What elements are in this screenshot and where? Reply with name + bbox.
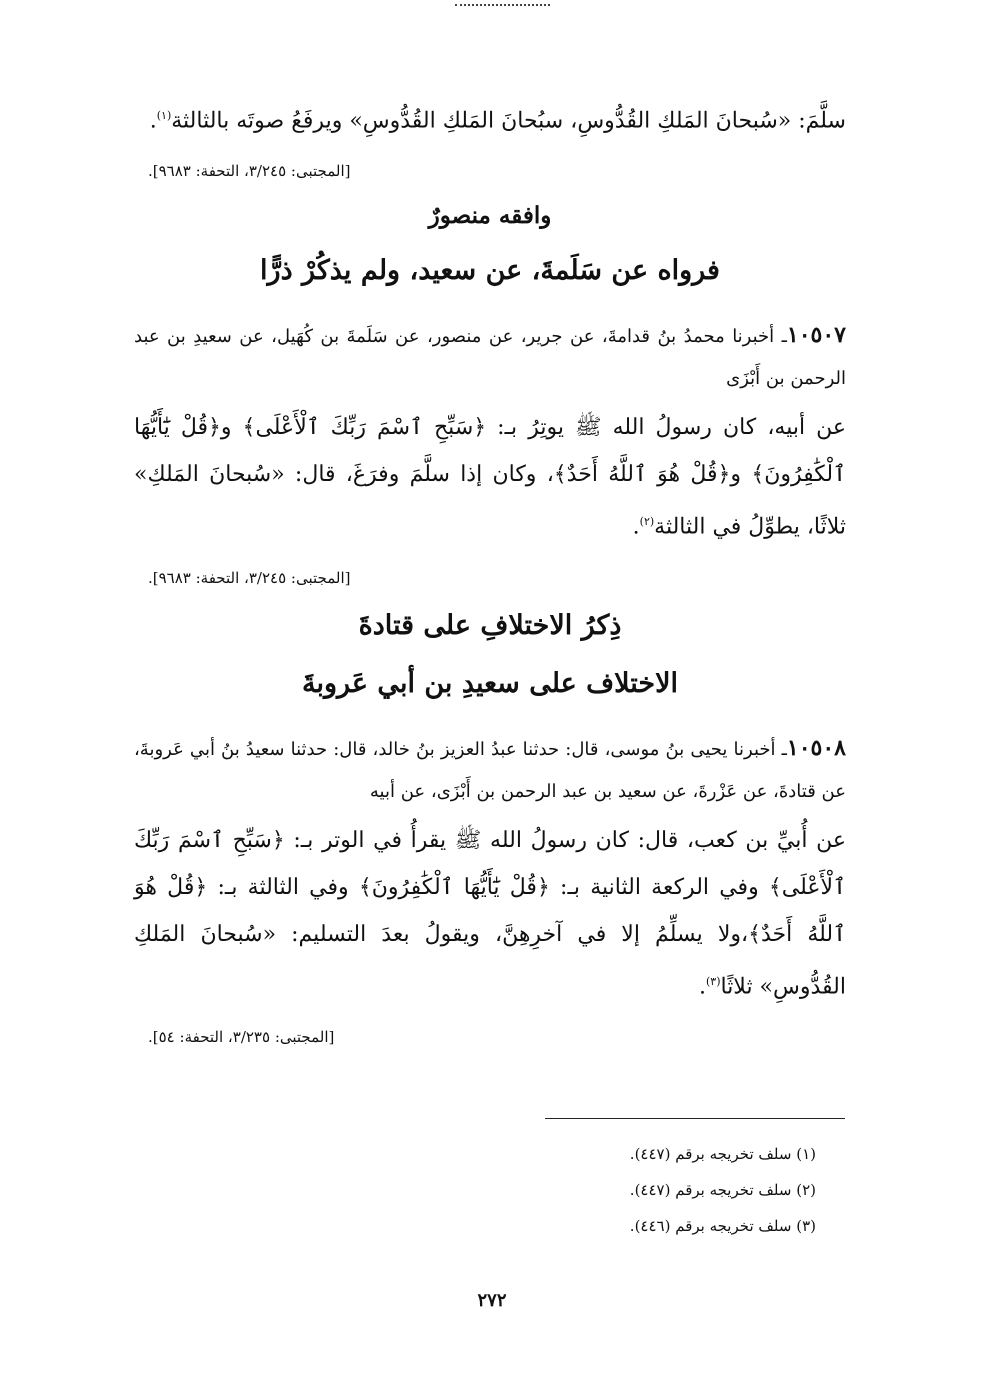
hadith-number: ١٠٥٠٨ [786,734,846,761]
top-decorative-line [455,4,550,6]
footnote-item: (٣) سلف تخريجه برقم (٤٤٦). [629,1217,816,1235]
matn-text: عن أبيه، كان رسولُ الله ﷺ يوتِرُ بـ: ﴿سَبِّحِ ٱسْمَ رَبِّكَ ٱلْأَعْلَى﴾ و﴿قُلْ يَٰٓأَيُّهَا ٱلْكَٰفِرُونَ﴾ و﴿قُلْ هُوَ ٱللَّهُ أَحَدٌ﴾، وكان إذا سلَّمَ وفرَغَ، قال: «سُبحانَ المَلكِ» ثلاثًا، يطوِّلُ في الثالثة [134,415,846,540]
passage-text: سلَّمَ: «سُبحانَ المَلكِ القُدُّوسِ، سبُحانَ المَلكِ القُدُّوسِ» ويرفَعُ صوتَه بالثالثة [171,108,846,134]
hadith-isnad [134,727,846,813]
hadith-number: ١٠٥٠٧ [786,322,846,349]
footnote-item: (١) سلف تخريجه برقم (٤٤٧). [629,1145,816,1163]
passage-continuation: سلَّمَ: «سُبحانَ المَلكِ القُدُّوسِ، سبُحانَ المَلكِ القُدُّوسِ» ويرفَعُ صوتَه بالثالثة$^{(١)}$. [149,108,846,134]
section-heading: ذِكرُ الاختلافِ على قتادةَ [358,609,622,641]
footnote-mark: (٣) [705,974,721,988]
section-subheading: الاختلاف على سعيدِ بن أبي عَروبةَ [302,667,678,699]
footnote-mark: (١) [156,109,172,122]
page-number: ٢٧٢ [477,1290,507,1311]
footnote-separator [545,1118,845,1119]
isnad-text: ـ أخبرنا محمدُ بنُ قدامةَ، عن جرير، عن منصور، عن سَلَمةَ بن كُهَيل، عن سعيدِ بن عبد الرحمن بن أَبْزَى [134,326,846,390]
hadith-matn: عن أبيه، كان رسولُ الله ﷺ يوتِرُ بـ: ﴿سَبِّحِ ٱسْمَ رَبِّكَ ٱلْأَعْلَى﴾ و﴿قُلْ يَٰٓأَيُّهَا ٱلْكَٰفِرُونَ﴾ و﴿قُلْ هُوَ ٱللَّهُ أَحَدٌ﴾، وكان إذا سلَّمَ وفرَغَ، قال: «سُبحانَ المَلكِ» ثلاثًا، يطوِّلُ في الثالثة$^{(٢)}$. [134,415,846,540]
reference-line: [المجتبى: ٣/٢٤٥، التحفة: ٩٦٨٣]. [148,568,351,587]
reference-line: [المجتبى: ٣/٢٤٥، التحفة: ٩٦٨٣]. [148,162,351,181]
isnad-text: ـ أخبرنا يحيى بنُ موسى، قال: حدثنا عبدُ العزيز بنُ خالد، قال: حدثنا سعيدُ بنُ أبي عَروبةَ، عن قتادةَ، عن عَزْرةَ، عن سعيد بن عبد الرحمن بن أَبْزَى، عن أبيه [134,738,846,802]
hadith-matn: عن أُبيِّ بن كعب، قال: كان رسولُ الله ﷺ يقرأُ في الوتر بـ: ﴿سَبِّحِ ٱسْمَ رَبِّكَ ٱلْأَعْلَى﴾ وفي الركعة الثانية بـ: ﴿قُلْ يَٰٓأَيُّهَا ٱلْكَٰفِرُونَ﴾ وفي الثالثة بـ: ﴿قُلْ هُوَ ٱللَّهُ أَحَدٌ﴾،ولا يسلِّمُ إلا في آخرِهِنَّ، ويقولُ بعدَ التسليم: «سُبحانَ المَلكِ القُدُّوسِ» ثلاثًا$^{(٣)}$. [134,827,846,999]
section-heading: وافقه منصورٌ [428,202,552,230]
section-subheading: فرواه عن سَلَمةَ، عن سعيد، ولم يذكُرْ ذرًّا [260,255,720,287]
matn-text: عن أُبيِّ بن كعب، قال: كان رسولُ الله ﷺ يقرأُ في الوتر بـ: ﴿سَبِّحِ ٱسْمَ رَبِّكَ ٱلْأَعْلَى﴾ وفي الركعة الثانية بـ: ﴿قُلْ يَٰٓأَيُّهَا ٱلْكَٰفِرُونَ﴾ وفي الثالثة بـ: ﴿قُلْ هُوَ ٱللَّهُ أَحَدٌ﴾،ولا يسلِّمُ إلا في آخرِهِنَّ، ويقولُ بعدَ التسليم: «سُبحانَ المَلكِ القُدُّوسِ» ثلاثًا [134,827,846,999]
reference-line: [المجتبى: ٣/٢٣٥، التحفة: ٥٤]. [148,1027,335,1046]
hadith-isnad [134,314,846,400]
page-body [134,92,846,1060]
footnote-mark: (٢) [639,515,655,529]
footnotes [630,1136,816,1244]
footnote-item: (٢) سلف تخريجه برقم (٤٤٧). [629,1181,816,1199]
